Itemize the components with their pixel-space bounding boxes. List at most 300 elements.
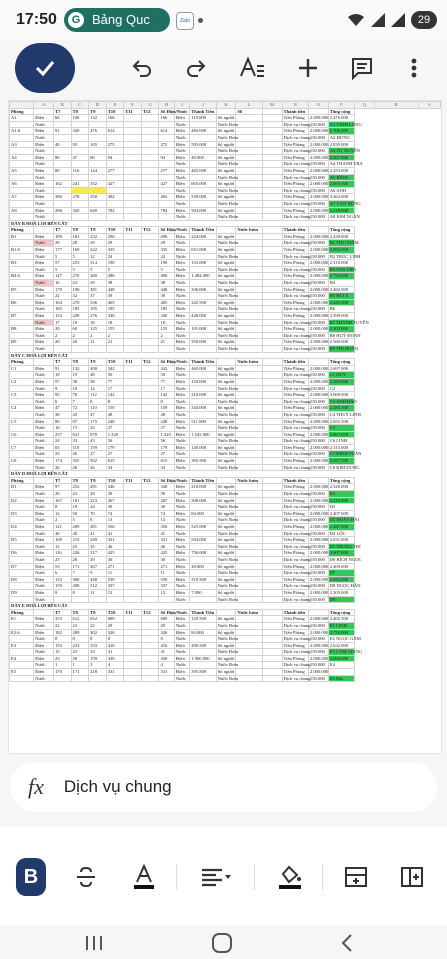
cell[interactable]: Dịch vụ chung	[283, 280, 311, 286]
cell[interactable]	[236, 596, 262, 603]
cell[interactable]	[141, 240, 159, 247]
cell[interactable]	[124, 247, 142, 254]
cell[interactable]	[124, 372, 142, 379]
cell[interactable]: S	[418, 102, 440, 109]
cell[interactable]: 2.000.000	[309, 260, 329, 266]
cell[interactable]: 21	[159, 339, 174, 346]
cell[interactable]: 8	[71, 636, 89, 643]
cell[interactable]: 2	[53, 517, 71, 524]
cell[interactable]: G	[141, 102, 159, 109]
sheet-row[interactable]	[10, 425, 441, 432]
cell[interactable]: 133.000	[190, 378, 216, 385]
sheet-row[interactable]	[10, 675, 441, 682]
cell[interactable]	[10, 411, 34, 418]
cell[interactable]: 496	[106, 273, 124, 280]
fill-color-button[interactable]	[270, 858, 310, 896]
cell[interactable]	[236, 517, 262, 524]
cell[interactable]: 179	[159, 444, 174, 451]
cell[interactable]	[262, 181, 282, 188]
cell[interactable]	[236, 121, 262, 128]
cell[interactable]: 5	[89, 266, 107, 273]
cell[interactable]: 56	[159, 438, 174, 445]
cell[interactable]: Nước	[174, 319, 189, 326]
cell[interactable]: 6	[89, 517, 107, 524]
cell[interactable]	[141, 392, 159, 399]
cell[interactable]: 257	[53, 431, 71, 438]
cell[interactable]: Nước	[34, 293, 54, 300]
cell[interactable]: 252	[71, 484, 89, 491]
cell[interactable]	[190, 319, 216, 326]
cell[interactable]: DÃY B HOÀ LỢI BẾN CÁT	[11, 220, 68, 226]
sheet-row[interactable]	[10, 167, 441, 174]
cell[interactable]: C6 LINH	[328, 438, 354, 445]
cell[interactable]	[124, 240, 142, 247]
cell[interactable]	[262, 273, 282, 280]
cell[interactable]: Số người	[217, 313, 235, 318]
cell[interactable]: Điện	[34, 524, 54, 531]
cell[interactable]	[106, 187, 124, 194]
cell[interactable]: 2.000.000	[309, 313, 329, 318]
cell[interactable]: Nước	[174, 240, 189, 247]
cell[interactable]	[124, 200, 142, 207]
cell[interactable]	[141, 530, 159, 537]
cell[interactable]: 29	[89, 240, 107, 247]
insert-button[interactable]	[290, 50, 326, 86]
cell[interactable]	[236, 622, 262, 629]
cell[interactable]: Nước	[174, 438, 189, 445]
cell[interactable]: Số người	[217, 339, 235, 345]
cell[interactable]	[106, 214, 124, 221]
sheet-row[interactable]	[10, 154, 441, 161]
sheet-row[interactable]	[10, 517, 441, 524]
cell[interactable]: 150.000	[308, 517, 328, 524]
cell[interactable]: 640	[89, 207, 107, 214]
cell[interactable]	[124, 537, 142, 544]
cell[interactable]: Nước Bơm	[217, 293, 239, 299]
cell[interactable]	[236, 543, 262, 550]
cell[interactable]: T7	[53, 359, 71, 366]
cell[interactable]: Dịch vụ chung	[283, 675, 311, 681]
cell[interactable]: Nước	[34, 385, 54, 392]
cell[interactable]: Số Điện/Nước	[160, 359, 188, 365]
cell[interactable]: D	[89, 102, 107, 109]
cell[interactable]: Điện	[34, 669, 54, 676]
cell[interactable]: 2.693.500	[328, 247, 354, 254]
sheet-row[interactable]	[10, 385, 441, 392]
cell[interactable]: E3 CAM GIANG	[329, 649, 363, 655]
cell[interactable]: C7 ĐINH TUẤN	[329, 451, 362, 457]
comment-button[interactable]	[344, 50, 380, 86]
cell[interactable]: 18	[106, 319, 124, 326]
cell[interactable]: 314	[89, 260, 107, 267]
cell[interactable]	[141, 438, 159, 445]
sheet-row[interactable]	[10, 141, 441, 148]
cell[interactable]: 689	[106, 616, 124, 623]
cell[interactable]: Nước	[34, 319, 54, 326]
cell[interactable]: 290	[53, 207, 71, 214]
cell[interactable]: Nước Bơm	[217, 240, 239, 246]
cell[interactable]: 267	[159, 497, 174, 504]
cell[interactable]: Nước Bơm	[217, 451, 239, 457]
cell[interactable]: 142	[106, 392, 124, 399]
cell[interactable]: 48	[106, 411, 124, 418]
sheet-row[interactable]	[10, 306, 441, 313]
cell[interactable]	[124, 187, 142, 194]
cell[interactable]	[262, 194, 282, 201]
cell[interactable]: Số Điện/Nước	[160, 227, 188, 233]
cell[interactable]: T12	[141, 108, 159, 115]
cell[interactable]: Dịch vụ chung	[283, 530, 311, 536]
cell[interactable]	[10, 451, 34, 458]
sheet-row[interactable]	[10, 484, 441, 491]
cell[interactable]: 210.000	[190, 484, 216, 491]
cell[interactable]	[141, 550, 159, 557]
cell[interactable]: T7	[53, 609, 71, 616]
sheet-row[interactable]	[10, 293, 441, 300]
cell[interactable]	[10, 530, 34, 537]
cell[interactable]: 66	[53, 115, 71, 122]
cell[interactable]: E4	[328, 662, 354, 669]
cell[interactable]	[124, 563, 142, 570]
cell[interactable]: Nước	[174, 372, 189, 379]
cell[interactable]: 469.000	[190, 365, 216, 372]
cell[interactable]: Điện	[34, 418, 54, 425]
cell[interactable]: 121	[53, 524, 71, 531]
cell[interactable]: 20	[53, 491, 71, 498]
cell[interactable]: 25	[71, 543, 89, 550]
cell[interactable]: Nước	[34, 464, 54, 471]
cell[interactable]	[262, 504, 282, 511]
cell[interactable]: Số người	[217, 444, 235, 450]
cell[interactable]: 150.000	[308, 425, 328, 432]
cell[interactable]: 2.000.000	[309, 497, 329, 503]
cell[interactable]: 30	[106, 556, 124, 563]
cell[interactable]	[89, 187, 107, 194]
cell[interactable]	[141, 570, 159, 577]
cell[interactable]: 13	[106, 517, 124, 524]
cell[interactable]: Điện	[174, 576, 189, 583]
cell[interactable]	[124, 431, 142, 438]
cell[interactable]	[34, 477, 54, 484]
cell[interactable]	[141, 253, 159, 260]
cell[interactable]: C1 DUY	[328, 372, 354, 379]
cell[interactable]: 614	[159, 128, 174, 135]
cell[interactable]: 20	[53, 339, 71, 346]
cell[interactable]	[124, 365, 142, 372]
cell[interactable]	[236, 280, 262, 287]
cell[interactable]: 39	[106, 491, 124, 498]
cell[interactable]: 2.385.500	[328, 405, 354, 412]
cell[interactable]: 5	[159, 266, 174, 273]
cell[interactable]	[124, 398, 142, 405]
cell[interactable]: 2	[53, 332, 71, 339]
cell[interactable]: 332	[89, 181, 107, 188]
cell[interactable]: 275	[106, 141, 124, 148]
cell[interactable]: 3.694.000	[328, 655, 354, 662]
cell[interactable]: 2.706.000	[328, 128, 354, 135]
cell[interactable]: 24	[106, 253, 124, 260]
cell[interactable]	[141, 497, 159, 504]
cell[interactable]: 27	[106, 451, 124, 458]
cell[interactable]: T12	[141, 227, 159, 234]
cell[interactable]: 17	[159, 385, 174, 392]
cell[interactable]: Số Điện/Nước	[160, 609, 188, 615]
cell[interactable]	[236, 662, 262, 669]
cell[interactable]: 155	[106, 326, 124, 333]
cell[interactable]: 2.000.000	[309, 537, 329, 543]
sheet-row[interactable]	[10, 510, 441, 517]
cell[interactable]: 2.320.000	[328, 484, 354, 491]
cell[interactable]: Nước Bơm	[217, 372, 239, 378]
cell[interactable]: Số người	[217, 128, 235, 134]
cell[interactable]: Dịch vụ chung	[283, 649, 311, 655]
sheet-row[interactable]	[10, 128, 441, 135]
cell[interactable]: E	[106, 102, 124, 109]
cell[interactable]: 18	[71, 504, 89, 511]
cell[interactable]: 2.000.000	[309, 365, 329, 371]
cell[interactable]: Dịch vụ chung	[283, 319, 311, 325]
cell[interactable]: Nước	[174, 570, 189, 577]
cell[interactable]: 12	[106, 589, 124, 596]
cell[interactable]	[124, 161, 142, 168]
cell[interactable]: Nước	[34, 174, 54, 181]
cell[interactable]: Nước	[174, 675, 189, 682]
cell[interactable]: Dịch vụ chung	[283, 451, 311, 457]
cell[interactable]	[124, 194, 142, 201]
cell[interactable]	[124, 378, 142, 385]
cell[interactable]: 175	[89, 418, 107, 425]
cell[interactable]: 270	[71, 273, 89, 280]
cell[interactable]: Nước	[34, 451, 54, 458]
cell[interactable]	[262, 570, 282, 577]
cell[interactable]	[141, 378, 159, 385]
cell[interactable]: B7	[10, 313, 34, 320]
cell[interactable]	[308, 108, 328, 115]
cell[interactable]: Dịch vụ chung	[283, 332, 311, 338]
cell[interactable]: Điện	[174, 247, 189, 254]
cell[interactable]: 159	[53, 583, 71, 590]
cell[interactable]	[10, 662, 34, 669]
cell[interactable]	[262, 378, 282, 385]
cell[interactable]	[10, 161, 34, 168]
text-color-button[interactable]	[124, 858, 164, 896]
cell[interactable]	[10, 253, 34, 260]
cell[interactable]	[10, 134, 34, 141]
cell[interactable]: 2.000.000	[309, 273, 329, 279]
cell[interactable]: 185	[106, 306, 124, 313]
cell[interactable]	[262, 332, 282, 339]
cell[interactable]	[236, 556, 262, 563]
cell[interactable]	[236, 583, 262, 590]
sheet-table[interactable]	[9, 101, 441, 682]
cell[interactable]: T8	[71, 108, 89, 115]
cell[interactable]: 11	[106, 570, 124, 577]
cell[interactable]: 150.000	[308, 636, 328, 643]
cell[interactable]: R	[374, 102, 418, 109]
cell[interactable]: 171	[71, 563, 89, 570]
cell[interactable]: Điện	[34, 365, 54, 372]
cell[interactable]	[71, 121, 89, 128]
cell[interactable]: T11	[124, 359, 142, 366]
cell[interactable]: Dịch vụ chung	[283, 121, 311, 127]
cell[interactable]	[71, 148, 89, 155]
cell[interactable]: Nước	[174, 491, 189, 498]
cell[interactable]	[141, 200, 159, 207]
cell[interactable]: 150.000	[308, 649, 328, 656]
cell[interactable]	[262, 458, 282, 465]
cell[interactable]: 41	[106, 649, 124, 656]
cell[interactable]: T12	[141, 477, 159, 484]
cell[interactable]: 427	[106, 181, 124, 188]
cell[interactable]: 496	[159, 273, 174, 280]
cell[interactable]	[141, 260, 159, 267]
cell[interactable]: Dịch vụ chung	[283, 161, 311, 167]
cell[interactable]	[141, 148, 159, 155]
cell[interactable]	[10, 240, 34, 247]
cell[interactable]: 465.000	[190, 167, 216, 174]
redo-button[interactable]	[178, 50, 214, 86]
cell[interactable]: Điện	[174, 260, 189, 267]
cell[interactable]	[71, 200, 89, 207]
cell[interactable]: 2.560.000	[328, 339, 354, 346]
cell[interactable]: Điện	[174, 154, 189, 161]
sheet-row[interactable]	[10, 352, 441, 359]
cell[interactable]: Nước	[174, 345, 189, 352]
cell[interactable]: 539	[159, 576, 174, 583]
cell[interactable]: Nước	[174, 556, 189, 563]
cell[interactable]: 2.631.000	[328, 537, 354, 544]
cell[interactable]: 150.000	[308, 319, 328, 326]
cell[interactable]: Tổng cộng	[328, 609, 354, 616]
cell[interactable]: D9	[10, 589, 34, 596]
cell[interactable]: Nước bơm	[236, 359, 262, 366]
cell[interactable]: Tiền Phòng	[282, 260, 308, 267]
cell[interactable]: 38	[159, 280, 174, 287]
cell[interactable]	[190, 240, 216, 247]
cell[interactable]: A8 KIM NGÂN	[329, 214, 360, 220]
cell[interactable]	[190, 332, 216, 339]
cell[interactable]: 3	[89, 662, 107, 669]
cell[interactable]: 615	[159, 458, 174, 465]
cell[interactable]: 1.484.000	[190, 273, 216, 280]
cell[interactable]	[106, 675, 124, 682]
cell[interactable]: 29	[159, 622, 174, 629]
cell[interactable]: Dịch vụ chung	[283, 662, 311, 668]
cell[interactable]: 8	[159, 398, 174, 405]
cell[interactable]: 2.000.000	[309, 194, 329, 200]
cell[interactable]	[141, 306, 159, 313]
cell[interactable]: Dịch vụ chung	[283, 556, 311, 562]
cell[interactable]	[124, 345, 142, 352]
cell[interactable]: C2	[328, 385, 354, 392]
cell[interactable]: Nước	[174, 504, 189, 511]
cell[interactable]	[124, 669, 142, 676]
cell[interactable]: 17	[106, 385, 124, 392]
cell[interactable]: 47	[89, 411, 107, 418]
cell[interactable]: 48	[159, 411, 174, 418]
cell[interactable]: 395.500	[190, 458, 216, 465]
cell[interactable]	[262, 537, 282, 544]
cell[interactable]	[10, 200, 34, 207]
cell[interactable]: 159	[159, 405, 174, 412]
cell[interactable]	[262, 148, 282, 155]
cell[interactable]: 22	[89, 622, 107, 629]
cell[interactable]: Nước	[34, 425, 54, 432]
cell[interactable]	[159, 161, 174, 168]
cell[interactable]	[190, 372, 216, 379]
cell[interactable]: Nước	[174, 200, 189, 207]
cell[interactable]: 27	[159, 425, 174, 432]
cell[interactable]: Nước bơm	[236, 477, 262, 484]
cell[interactable]	[190, 451, 216, 458]
cell[interactable]: 511.000	[190, 418, 216, 425]
cell[interactable]	[262, 497, 282, 504]
sheet-row[interactable]	[10, 161, 441, 168]
cell[interactable]: Nước Bơm	[217, 596, 239, 602]
cell[interactable]: Nước	[34, 543, 54, 550]
cell[interactable]	[124, 497, 142, 504]
cell[interactable]: Nước	[34, 636, 54, 643]
cell[interactable]: 2	[106, 332, 124, 339]
cell[interactable]: Nước Bơm	[217, 187, 239, 193]
cell[interactable]: 150.000	[308, 398, 328, 405]
cell[interactable]	[53, 174, 71, 181]
cell[interactable]	[159, 121, 174, 128]
cell[interactable]: E2.6	[10, 629, 34, 636]
cell[interactable]: Số người	[217, 589, 235, 595]
cell[interactable]	[124, 207, 142, 214]
cell[interactable]	[124, 524, 142, 531]
cell[interactable]	[236, 187, 262, 194]
cell[interactable]: 41	[89, 530, 107, 537]
cell[interactable]	[53, 214, 71, 221]
sheet-row[interactable]	[10, 524, 441, 531]
sheet-row[interactable]	[10, 339, 441, 346]
cell[interactable]	[141, 161, 159, 168]
cell[interactable]	[141, 339, 159, 346]
cell[interactable]	[10, 543, 34, 550]
cell[interactable]	[141, 431, 159, 438]
sheet-row[interactable]	[10, 319, 441, 326]
cell[interactable]: Số người	[217, 247, 235, 253]
cell[interactable]: 190	[71, 286, 89, 293]
cell[interactable]	[141, 128, 159, 135]
cell[interactable]	[262, 642, 282, 649]
cell[interactable]	[190, 385, 216, 392]
cell[interactable]: Tiền Phòng	[282, 484, 308, 491]
cell[interactable]	[236, 134, 262, 141]
cell[interactable]: O	[308, 102, 328, 109]
cell[interactable]: A6 ANH	[328, 187, 354, 194]
cell[interactable]: Nước Bơm	[217, 517, 239, 523]
cell[interactable]: Số người	[217, 167, 235, 173]
cell[interactable]	[262, 326, 282, 333]
cell[interactable]	[141, 365, 159, 372]
sheet-row[interactable]	[10, 622, 441, 629]
cell[interactable]	[262, 596, 282, 603]
cell[interactable]: 2.430.000	[328, 233, 354, 240]
cell[interactable]: 504.000	[190, 537, 216, 544]
cell[interactable]: 15	[71, 425, 89, 432]
cell[interactable]: 150.000	[308, 121, 328, 128]
cell[interactable]	[53, 345, 71, 352]
cell[interactable]: Tiền Phòng	[282, 589, 308, 596]
cell[interactable]	[236, 563, 262, 570]
cell[interactable]: Dịch vụ chung	[283, 464, 311, 470]
cell[interactable]	[124, 174, 142, 181]
cell[interactable]	[124, 583, 142, 590]
cell[interactable]	[262, 398, 282, 405]
